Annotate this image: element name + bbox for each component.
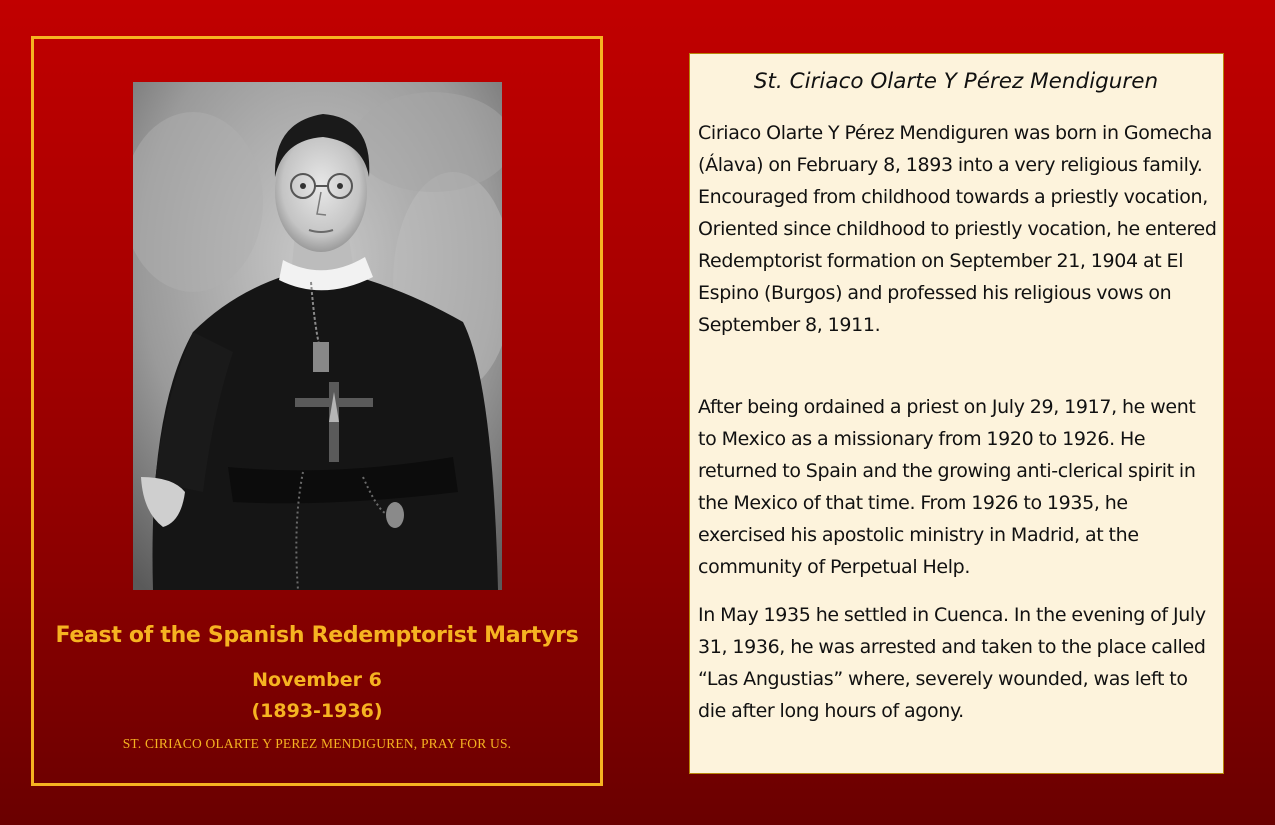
biography-paragraph: After being ordained a priest on July 29, 1917, he went to Mexico as a missionary from 1920 to 1926. He returned to Spain and the growing anti-clerical spirit in the Mexico of that time. From 1926 to 1935, he exercised his apostolic ministry in Madrid, at the community of Perpetual Help.: [698, 396, 1196, 578]
feast-card-frame: [31, 36, 603, 786]
saint-portrait-photo: [133, 82, 502, 590]
feast-title: Feast of the Spanish Redemptorist Martyrs: [55, 623, 579, 648]
biography-paragraph: Ciriaco Olarte Y Pérez Mendiguren was born in Gomecha (Álava) on February 8, 1893 into a very religious family. Encouraged from childhood towards a priestly vocation, Oriented since childhood to priestly vocation, he entered Redemptorist formation on September 21, 1904 at El Espino (Burgos) and professed his religious vows on September 8, 1911.: [698, 122, 1217, 336]
biography-paragraph: In May 1935 he settled in Cuenca. In the evening of July 31, 1936, he was arrested and taken to the place called “Las Angustias” where, severely wounded, was left to die after long hours of agony.: [698, 604, 1206, 722]
biography-title: St. Ciriaco Olarte Y Pérez Mendiguren: [753, 69, 1159, 94]
feast-date: November 6: [252, 669, 382, 691]
biography-panel: [689, 53, 1224, 774]
prayer-line: ST. CIRIACO OLARTE Y PEREZ MENDIGUREN, PRAY FOR US.: [122, 736, 512, 751]
feast-years: (1893-1936): [251, 700, 383, 722]
